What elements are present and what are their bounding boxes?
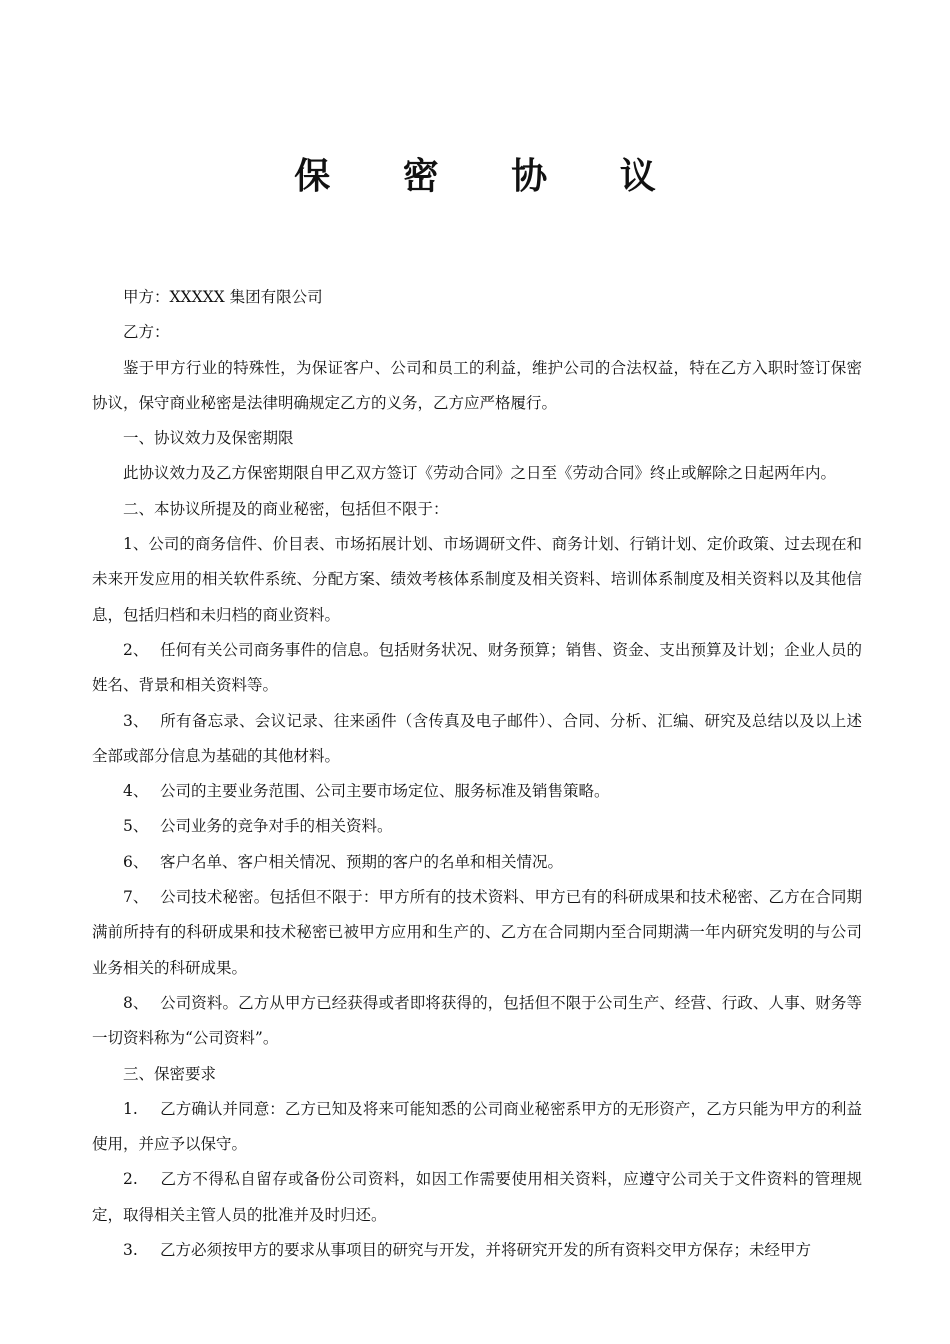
item-number: 3、 xyxy=(123,711,149,730)
paragraph: 此协议效力及乙方保密期限自甲乙双方签订《劳动合同》之日至《劳动合同》终止或解除之日起两年内。 xyxy=(123,464,837,483)
list-item: 4、 公司的主要业务范围、公司主要市场定位、服务标准及销售策略。 xyxy=(92,774,862,809)
list-item: 2、 任何有关公司商务事件的信息。包括财务状况、财务预算；销售、资金、支出预算及计划；企业人员的姓名、背景和相关资料等。 xyxy=(92,633,862,704)
list-item: 6、 客户名单、客户相关情况、预期的客户的名单和相关情况。 xyxy=(92,845,862,880)
item-number: 6、 xyxy=(123,852,149,871)
list-item: 7、 公司技术秘密。包括但不限于：甲方所有的技术资料、甲方已有的科研成果和技术秘密、乙方在合同期满前所持有的科研成果和技术秘密已被甲方应用和生产的、乙方在合同期内至合同期满一年内研究发明的与公司业务相关的科研成果。 xyxy=(92,880,862,986)
item-number: 8、 xyxy=(123,993,149,1012)
section-heading-1: 一、协议效力及保密期限 xyxy=(123,429,294,448)
item-number: 4、 xyxy=(123,782,149,801)
party-a-line: 甲方：XXXXX 集团有限公司 xyxy=(123,288,323,306)
section-heading-2: 二、本协议所提及的商业秘密，包括但不限于： xyxy=(123,499,449,518)
list-item: 1、公司的商务信件、价目表、市场拓展计划、市场调研文件、商务计划、行销计划、定价政策、过去现在和未来开发应用的相关软件系统、分配方案、绩效考核体系制度及相关资料、培训体系制度及相关资料以及其他信息，包括归档和未归档的商业资料。 xyxy=(92,535,862,624)
item-number: 1. xyxy=(123,1099,138,1118)
document-title: 保 密 协 议 xyxy=(294,155,686,197)
list-item: 2. 乙方不得私自留存或备份公司资料，如因工作需要使用相关资料，应遵守公司关于文件资料的管理规定，取得相关主管人员的批准并及时归还。 xyxy=(92,1162,862,1233)
item-number: 3. xyxy=(123,1241,138,1260)
section-heading-3: 三、保密要求 xyxy=(123,1064,217,1083)
list-item: 3、 所有备忘录、会议记录、往来函件（含传真及电子邮件）、合同、分析、汇编、研究及总结以及以上述全部或部分信息为基础的其他材料。 xyxy=(92,704,862,775)
item-number: 2、 xyxy=(123,640,149,659)
list-item: 3. 乙方必须按甲方的要求从事项目的研究与开发，并将研究开发的所有资料交甲方保存；未经甲方 xyxy=(92,1233,862,1268)
list-item: 1. 乙方确认并同意：乙方已知及将来可能知悉的公司商业秘密系甲方的无形资产，乙方只能为甲方的利益使用，并应予以保守。 xyxy=(92,1092,862,1163)
item-number: 7、 xyxy=(123,888,149,907)
list-item: 5、 公司业务的竞争对手的相关资料。 xyxy=(92,809,862,844)
item-number: 2. xyxy=(123,1170,138,1189)
item-number: 5、 xyxy=(123,817,149,836)
list-item: 8、 公司资料。乙方从甲方已经获得或者即将获得的，包括但不限于公司生产、经营、行政、人事、财务等一切资料称为“公司资料”。 xyxy=(92,986,862,1057)
party-b-line: 乙方： xyxy=(123,323,170,342)
document-body xyxy=(92,280,862,1268)
preamble-paragraph: 鉴于甲方行业的特殊性，为保证客户、公司和员工的利益，维护公司的合法权益，特在乙方入职时签订保密协议，保守商业秘密是法律明确规定乙方的义务，乙方应严格履行。 xyxy=(92,358,862,412)
